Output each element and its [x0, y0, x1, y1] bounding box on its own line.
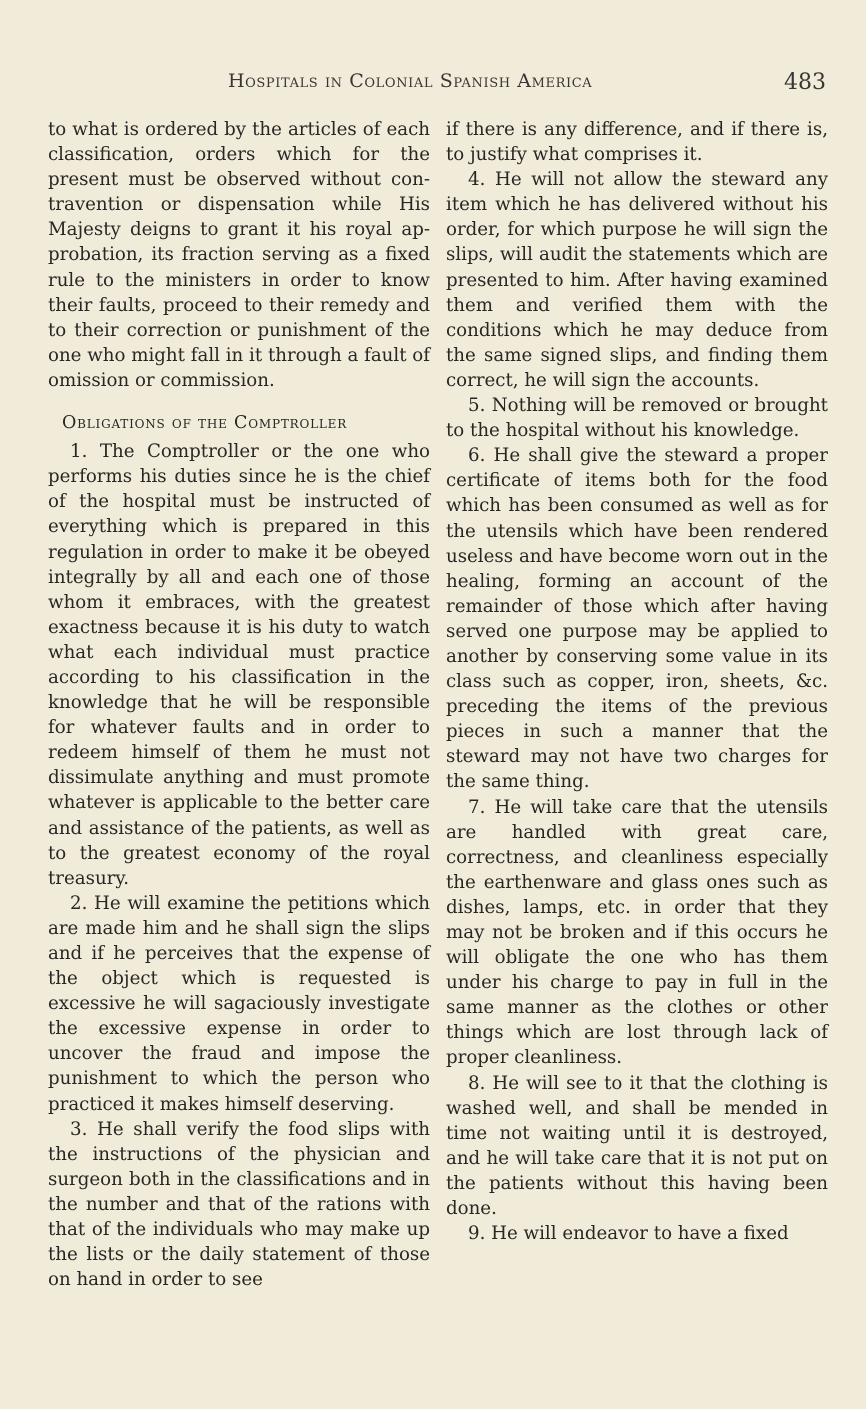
paragraph-item-5: 5. Nothing will be removed or brought to the hospital without his knowledge.: [446, 395, 828, 442]
paragraph-item-8: 8. He will see to it that the clothing is washed well, and shall be mended in time not waiting until it is destroyed, and he will take care that it is not put on the patients without this having been done.: [446, 1072, 828, 1220]
left-column: [48, 117, 430, 1292]
paragraph-item-9: 9. He will endeavor to have a fixed: [468, 1223, 789, 1245]
paragraph-item-3: 3. He shall verify the food slips with the instructions of the physician and surgeon both in the classifications and in the number and that of the rations with that of the individuals who may make up the lists or the daily statement of those on hand in order to see: [48, 1118, 430, 1291]
paragraph-item-2: 2. He will examine the petitions which are made him and he shall sign the slips and if he perceives that the expense of the object which is requested is excessive he will sagaciously investigate the excessive expense in order to uncover the fraud and impose the punishment to which the person who practiced it makes himself deserving.: [48, 892, 430, 1115]
running-header: [48, 70, 826, 100]
paragraph-item-4: 4. He will not allow the steward any item which he has delivered without his order, for which purpose he will sign the slips, will audit the statements which are presented to him. After having examined them and verified them with the conditions which he may deduce from the same signed slips, and finding them correct, he will sign the accounts.: [446, 169, 828, 391]
page-number: 483: [784, 70, 826, 95]
paragraph-item-7: 7. He will take care that the utensils are handled with great care, correctness, and cleanliness especially the earthenware and glass ones such as dishes, lamps, etc. in order that they may not be broken and if this occurs he will obligate the one who has them under his charge to pay in full in the same manner as the clothes or other things which are lost through lack of proper cleanliness.: [446, 796, 828, 1069]
paragraph-item-1: 1. The Comptroller or the one who performs his duties since he is the chief of the hospital must be instructed of everything which is prepared in this regulation in order to make it be obeyed integrally by all and each one of those whom it embraces, with the greatest exactness because it is his duty to watch what each individual must practice according to his classification in the knowledge that he will be responsible for whatever faults and in order to redeem himself of them he must not dissimulate anything and must promote whatever is applicable to the better care and assistance of the patients, as well as to the greatest economy of the royal treasury.: [48, 441, 430, 889]
paragraph-continuation-right: if there is any difference, and if there is, to justify what comprises it.: [446, 119, 828, 166]
section-heading: Obligations of the Comptroller: [62, 413, 348, 434]
paragraph-item-6: 6. He shall give the steward a proper certificate of items both for the food which has been consumed as well as for the utensils which have been rendered useless and have become worn out in the healing, forming an account of the remainder of those which after having served one purpose may be applied to another by conserving some value in its class such as copper, iron, sheets, &c. preceding the items of the previous pieces in such a manner that the steward may not have two charges for the same thing.: [446, 445, 828, 793]
running-title: Hospitals in Colonial Spanish America: [228, 70, 593, 92]
right-column: [446, 117, 828, 1246]
paragraph-continuation: to what is ordered by the articles of each classification, orders which for the present must be observed without contravention or dispensation while His Majesty deigns to grant it his royal approbation, its fraction serving as a fixed rule to the ministers in order to know their faults, proceed to their remedy and to their correction or punishment of the one who might fall in it through a fault of omission or commission.: [48, 119, 430, 391]
